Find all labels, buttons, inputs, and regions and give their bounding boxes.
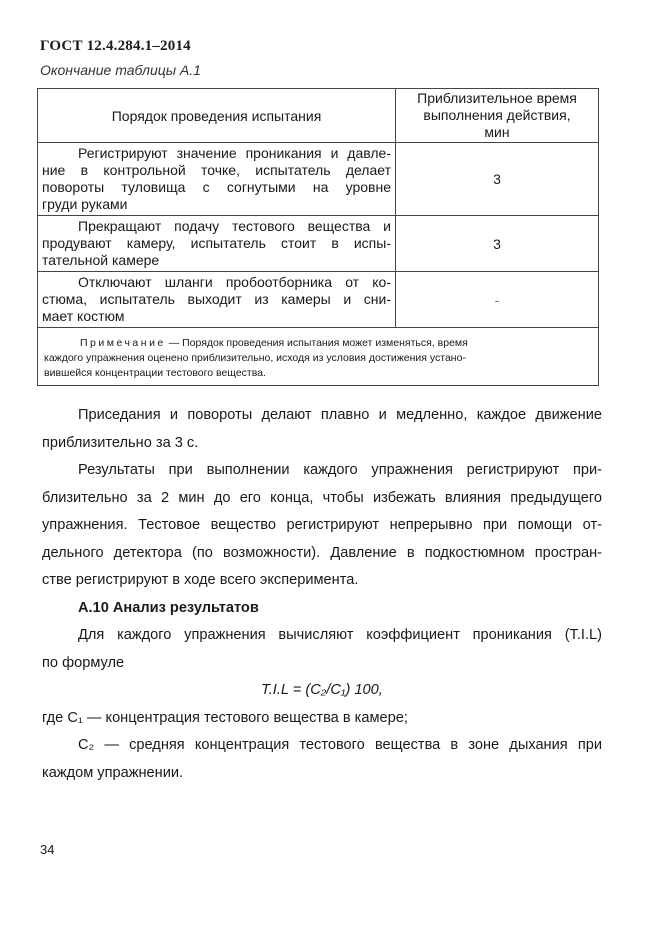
table-note <box>38 328 599 386</box>
page-number: 34 <box>40 842 55 857</box>
paragraph-line: стве регистрируют в ходе всего эксперимента. <box>42 572 359 588</box>
table-note-row <box>38 328 599 386</box>
note-line: вившейся концентрации тестового вещества. <box>44 367 266 379</box>
note-line <box>44 336 592 351</box>
paragraph-line: дельного детектора (по возможности). Давление в подкостюмном простран- <box>42 544 602 561</box>
note-line: каждого упражнения оценено приблизительно, исходя из условия достижения устано- <box>44 352 466 364</box>
section-heading: А.10 Анализ результатов <box>78 599 259 616</box>
procedure-cell <box>38 272 396 328</box>
table-row <box>38 216 599 272</box>
col-header-time-line3: мин <box>484 124 510 140</box>
note-text: — Порядок проведения испытания может изменяться, время <box>165 337 468 349</box>
table-row <box>38 143 599 216</box>
time-cell: - <box>396 272 599 328</box>
time-cell: 3 <box>396 216 599 272</box>
paragraph-line: приблизительно за 3 с. <box>42 434 199 451</box>
paragraph-line: Результаты при выполнении каждого упражнения регистрируют при- <box>78 462 602 478</box>
table-row <box>38 272 599 328</box>
procedure-cell <box>38 143 396 216</box>
table-continuation-caption: Окончание таблицы А.1 <box>40 62 201 78</box>
procedure-line: стюма, испытатель выходит из камеры и сни- <box>42 291 391 307</box>
paragraph-line: близительно за 2 мин до его конца, чтобы избежать влияния предыдущего <box>42 489 602 506</box>
paragraph-line: Для каждого упражнения вычисляют коэффициент проникания (T.I.L) <box>78 627 602 643</box>
procedure-line: ние в контрольной точке, испытатель делает <box>42 162 391 178</box>
procedure-line: Прекращают подачу тестового вещества и <box>78 218 391 234</box>
procedure-line: груди руками <box>42 196 128 212</box>
procedure-line: мает костюм <box>42 308 125 324</box>
procedure-line: Отключают шланги пробоотборника от ко- <box>78 274 391 290</box>
time-cell: 3 <box>396 143 599 216</box>
col-header-time-line1: Приблизительное время <box>417 90 577 106</box>
procedure-line: повороты туловища с согнутыми на уровне <box>42 179 391 195</box>
where-line: где C₁ — концентрация тестового вещества в камере; <box>42 709 408 726</box>
paragraph-line: по формуле <box>42 654 125 671</box>
where-line: каждом упражнении. <box>42 764 184 781</box>
formula: T.I.L = (C₂/C₁) 100, <box>261 682 383 698</box>
table-header-row <box>38 89 599 143</box>
col-header-time-line2: выполнения действия, <box>423 107 571 123</box>
procedure-line: продувают камеру, испытатель стоит в испы- <box>42 235 391 251</box>
procedure-cell <box>38 216 396 272</box>
test-procedure-table <box>37 88 599 386</box>
paragraph-line: упражнения. Тестовое вещество регистрируют непрерывно при помощи от- <box>42 517 602 533</box>
standard-designation: ГОСТ 12.4.284.1–2014 <box>40 38 191 54</box>
col-header-time <box>396 89 599 143</box>
where-line: C₂ — средняя концентрация тестового вещества в зоне дыхания при <box>78 737 602 753</box>
col-header-procedure: Порядок проведения испытания <box>38 89 396 143</box>
paragraph-line: Приседания и повороты делают плавно и медленно, каждое движение <box>78 407 602 423</box>
note-label: Примечание <box>80 337 166 349</box>
procedure-line: Регистрируют значение проникания и давле- <box>78 145 391 161</box>
body-text <box>42 402 602 787</box>
procedure-line: тательной камере <box>42 252 160 268</box>
